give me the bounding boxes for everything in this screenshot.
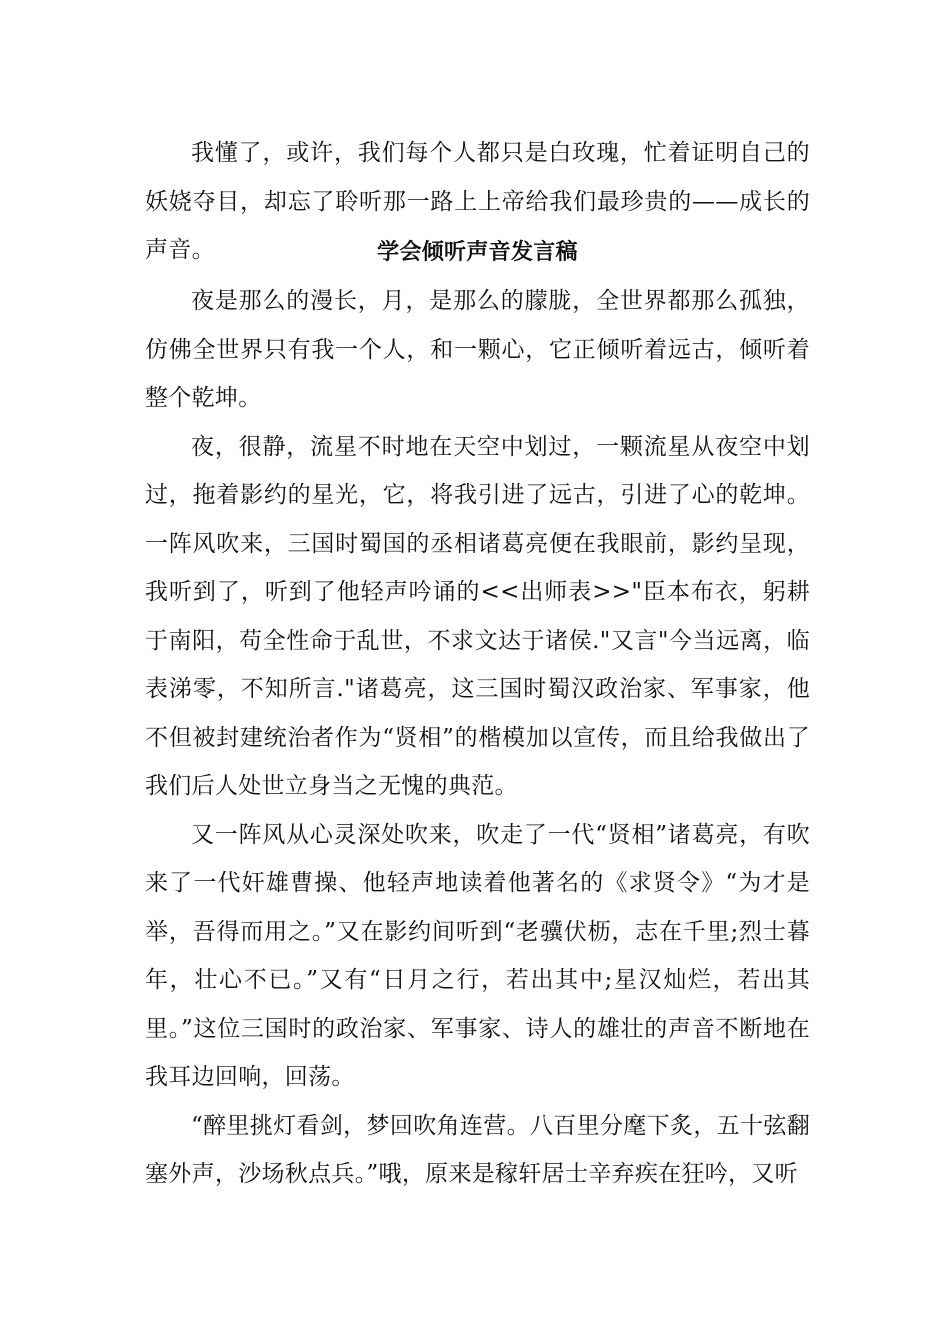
paragraph: 夜，很静，流星不时地在天空中划过，一颗流星从夜空中划过，拖着影约的星光，它，将我引进了远古，引进了心的乾坤。一阵风吹来，三国时蜀国的丞相诸葛亮便在我眼前，影约呈现，我听到了，听到了他轻声吟诵的<<出师表>>"臣本布衣，躬耕于南阳，苟全性命于乱世，不求文达于诸侯."又言"今当远离，临表涕零，不知所言."诸葛亮，这三国时蜀汉政治家、军事家，他不但被封建统治者作为“贤相”的楷模加以宣传，而且给我做出了我们后人处世立身当之无愧的典范。	[145, 433, 810, 799]
paragraph: 又一阵风从心灵深处吹来，吹走了一代“贤相”诸葛亮，有吹来了一代奸雄曹操、他轻声地读着他著名的《求贤令》“为才是举，吾得而用之。”又在影约间听到“老骥伏枥，志在千里;烈士暮年，壮心不已。”又有“日月之行，若出其中;星汉灿烂，若出其里。”这位三国时的政治家、军事家、诗人的雄壮的声音不断地在我耳边回响，回荡。	[145, 821, 810, 1090]
article-title: 学会倾听声音发言稿	[377, 240, 578, 265]
intro-paragraph: 我懂了，或许，我们每个人都只是白玫瑰，忙着证明自己的妖娆夺目，却忘了聆听那一路上上帝给我们最珍贵的——成长的声音。	[145, 140, 810, 263]
paragraph: 夜是那么的漫长，月，是那么的朦胧，全世界都那么孤独，仿佛全世界只有我一个人，和一颗心，它正倾听着远古，倾听着整个乾坤。	[145, 288, 810, 411]
paragraph: “醉里挑灯看剑，梦回吹角连营。八百里分麾下炙，五十弦翻塞外声，沙场秋点兵。”哦，原来是稼轩居士辛弃疾在狂吟，又听	[145, 1112, 810, 1187]
article-block	[145, 227, 810, 1199]
